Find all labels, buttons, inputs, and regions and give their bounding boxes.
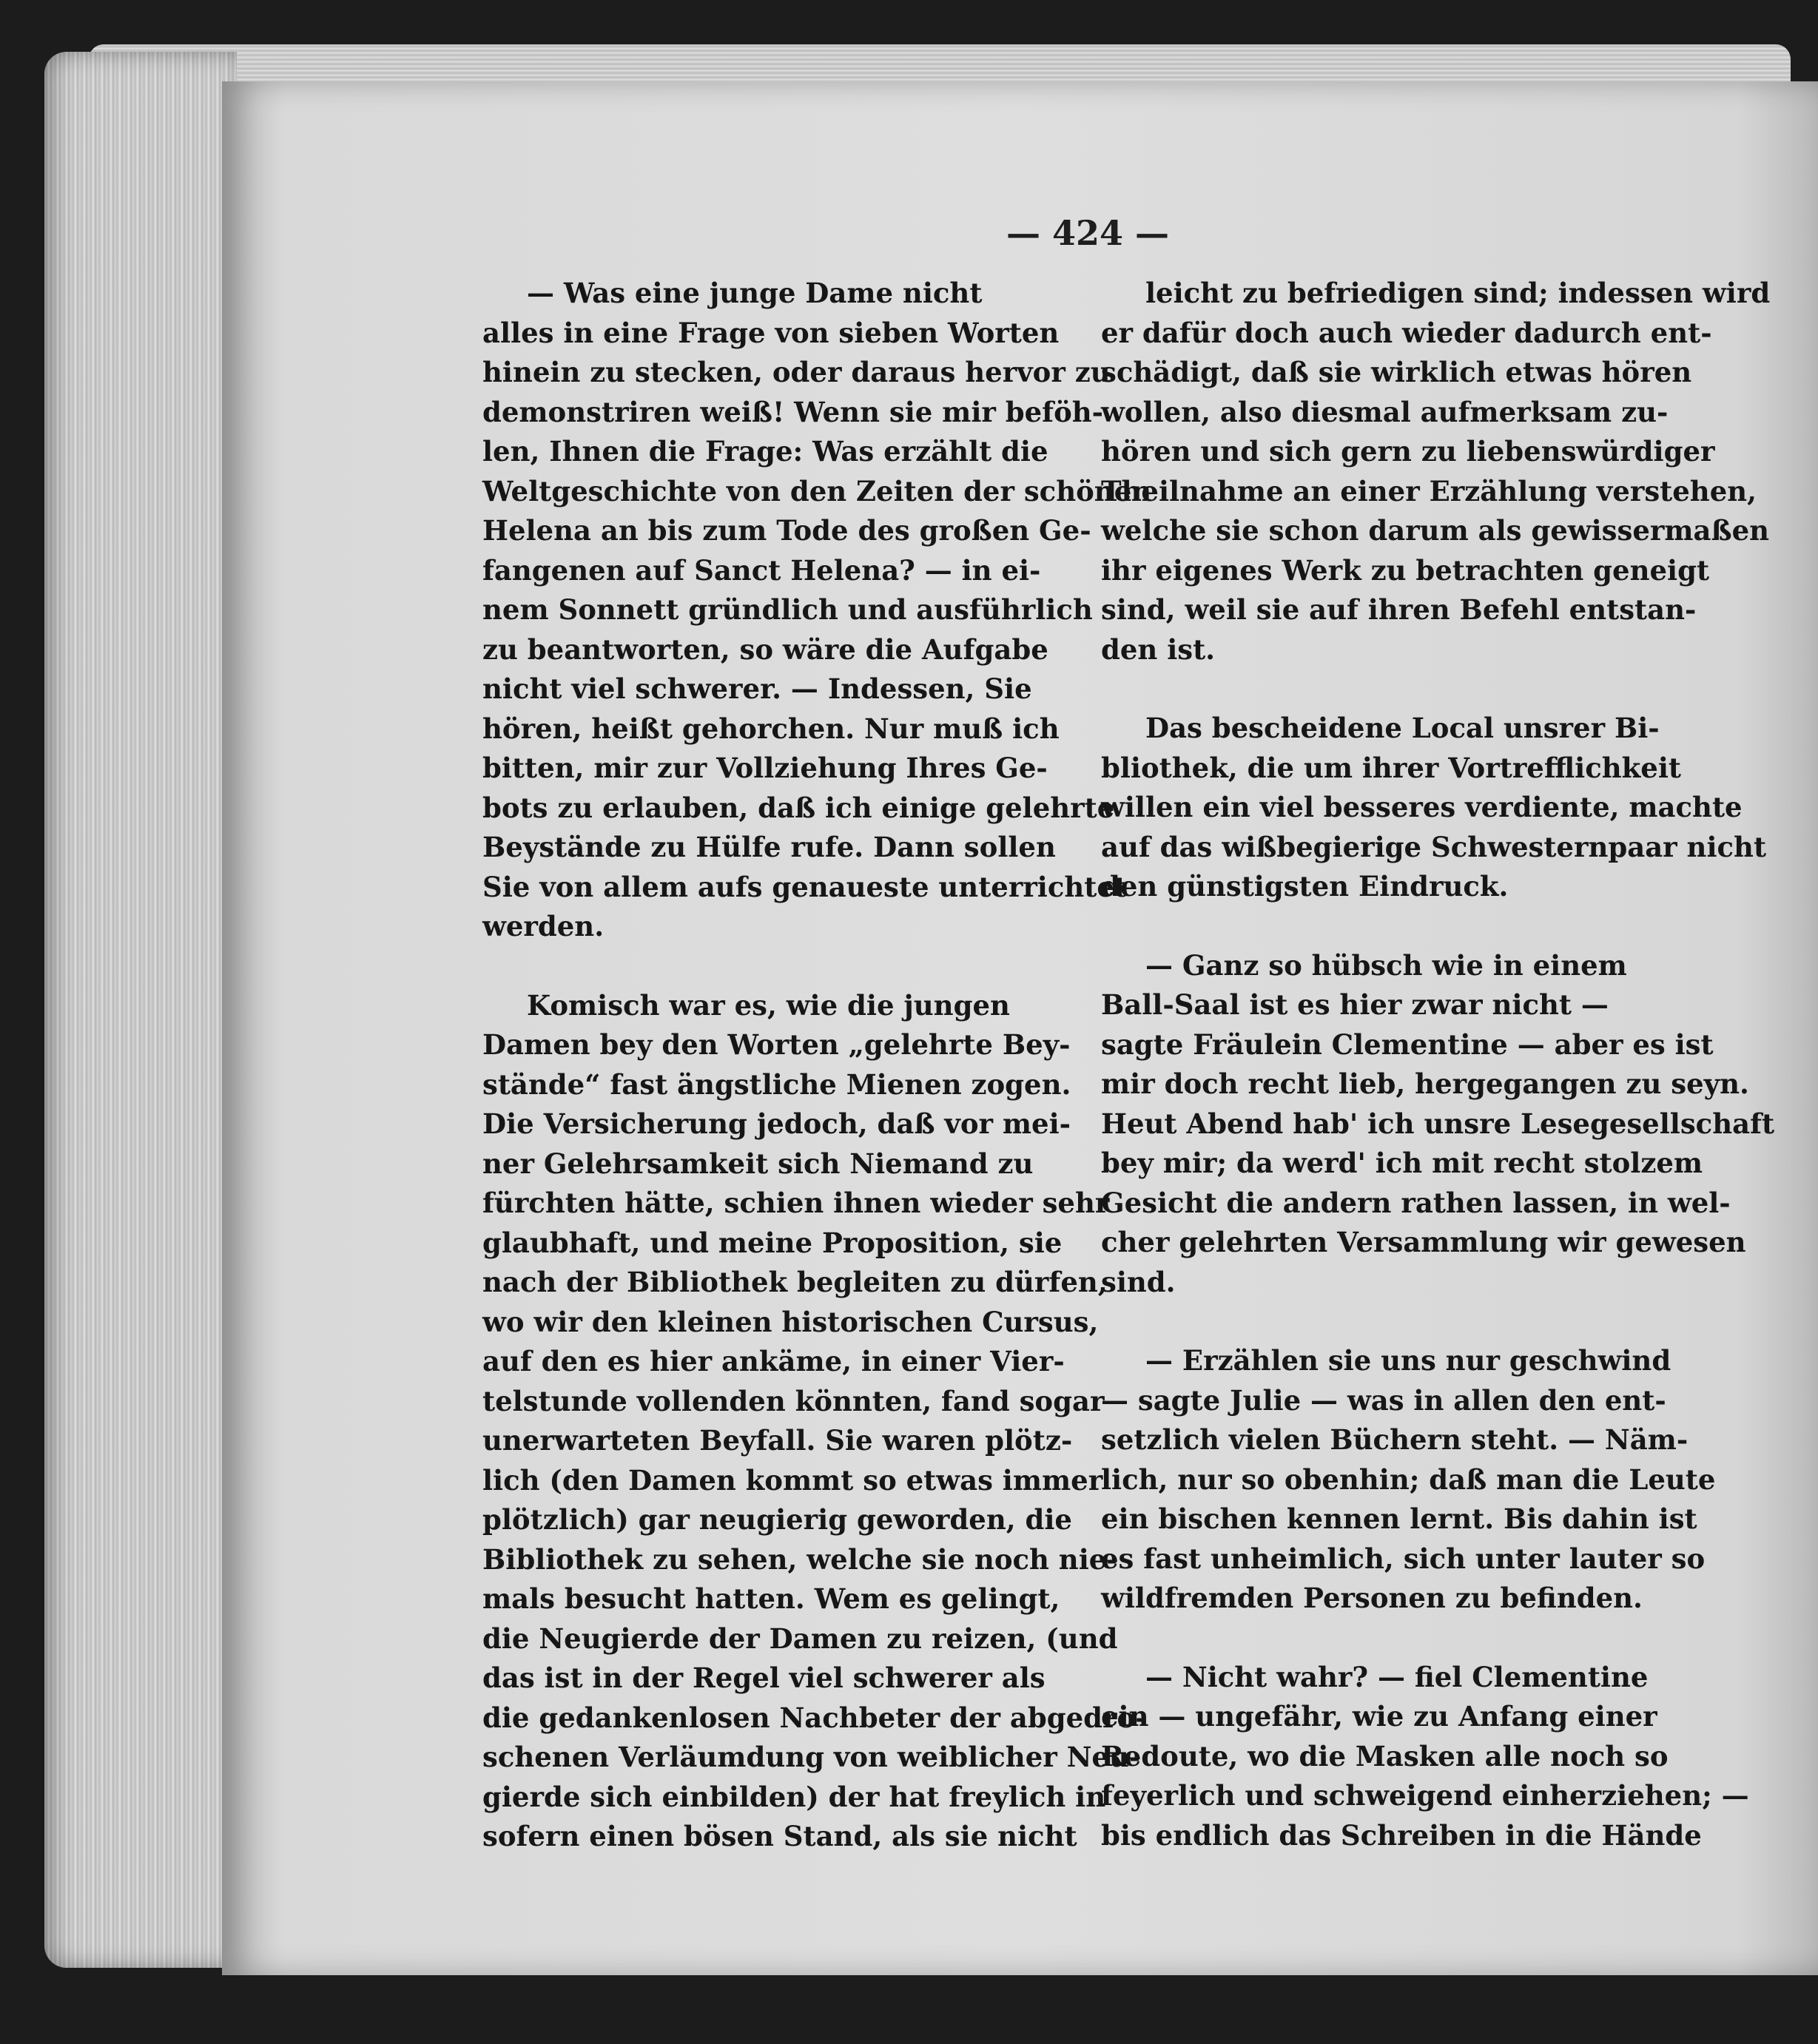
- text-paragraph: [1101, 1341, 1716, 1619]
- text-line: es fast unheimlich, sich unter lauter so: [1101, 1542, 1706, 1575]
- text-line: ihr eigenes Werk zu betrachten geneigt: [1101, 553, 1710, 587]
- text-paragraph: [1101, 1658, 1749, 1856]
- text-line: gierde sich einbilden) der hat freylich in: [482, 1780, 1106, 1813]
- text-line: Redoute, wo die Masken alle noch so: [1101, 1739, 1669, 1773]
- text-line: nach der Bibliothek begleiten zu dürfen,: [482, 1266, 1108, 1298]
- text-line: fürchten hätte, schien ihnen wieder sehr: [482, 1187, 1110, 1219]
- text-line: — Ganz so hübsch wie in einem: [1145, 948, 1627, 982]
- text-line: hören und sich gern zu liebenswürdiger: [1101, 435, 1715, 468]
- text-paragraph: [1101, 709, 1767, 907]
- text-line: willen ein viel besseres verdiente, machte: [1101, 791, 1743, 823]
- text-line: Bibliothek zu sehen, welche sie noch nie-: [482, 1542, 1118, 1576]
- text-line: werden.: [482, 910, 605, 942]
- book-page-edges: [44, 52, 237, 1968]
- text-line: er dafür doch auch wieder dadurch ent-: [1101, 316, 1712, 349]
- text-line: zu beantworten, so wäre die Aufgabe: [482, 633, 1048, 666]
- text-line: wildfremden Personen zu befinden.: [1101, 1582, 1643, 1614]
- text-line: feyerlich und schweigend einherziehen; —: [1101, 1779, 1749, 1812]
- text-line: sind.: [1101, 1265, 1176, 1298]
- text-line: — Nicht wahr? — fiel Clementine: [1145, 1660, 1649, 1693]
- text-line: bitten, mir zur Vollziehung Ihres Ge-: [482, 752, 1048, 784]
- text-line: Das bescheidene Local unsrer Bi-: [1145, 712, 1660, 744]
- text-line: len, Ihnen die Frage: Was erzählt die: [482, 435, 1048, 468]
- text-line: Gesicht die andern rathen lassen, in wel-: [1101, 1186, 1731, 1219]
- text-line: bey mir; da werd' ich mit recht stolzem: [1101, 1147, 1703, 1179]
- paragraph-gap: [1101, 1619, 1686, 1658]
- text-line: plötzlich) gar neugierig geworden, die: [482, 1503, 1072, 1536]
- text-line: demonstriren weiß! Wenn sie mir beföh-: [482, 395, 1104, 428]
- text-line: stände“ fast ängstliche Mienen zogen.: [482, 1067, 1071, 1101]
- text-line: den ist.: [1101, 633, 1216, 666]
- text-line: lich (den Damen kommt so etwas immer: [482, 1463, 1103, 1497]
- text-line: lich, nur so obenhin; daß man die Leute: [1101, 1463, 1716, 1496]
- text-line: Sie von allem aufs genaueste unterrichtet: [482, 870, 1128, 903]
- text-paragraph: [1101, 946, 1775, 1303]
- text-line: nicht viel schwerer. — Indessen, Sie: [482, 672, 1032, 705]
- text-line: Beystände zu Hülfe rufe. Dann sollen: [482, 831, 1056, 863]
- text-line: telstunde vollenden könnten, fand sogar: [482, 1384, 1105, 1417]
- text-paragraph: [1101, 274, 1771, 669]
- text-line: sagte Fräulein Clementine — aber es ist: [1101, 1028, 1714, 1061]
- text-line: nem Sonnett gründlich und ausführlich: [482, 593, 1093, 626]
- text-line: die Neugierde der Damen zu reizen, (und: [482, 1622, 1118, 1655]
- right-text-column: [1101, 274, 1775, 1855]
- text-line: die gedankenlosen Nachbeter der abgedro-: [482, 1701, 1147, 1734]
- text-line: wollen, also diesmal aufmerksam zu-: [1101, 395, 1669, 428]
- text-line: Helena an bis zum Tode des großen Ge-: [482, 514, 1091, 547]
- text-line: bots zu erlauben, daß ich einige gelehrte: [482, 791, 1115, 824]
- text-line: wo wir den kleinen historischen Cursus,: [482, 1305, 1099, 1338]
- text-line: mals besucht hatten. Wem es gelingt,: [482, 1582, 1060, 1615]
- text-line: Weltgeschichte von den Zeiten der schönen: [482, 474, 1152, 507]
- text-line: bis endlich das Schreiben in die Hände: [1101, 1818, 1702, 1852]
- text-line: unerwarteten Beyfall. Sie waren plötz-: [482, 1424, 1073, 1457]
- text-line: ein bischen kennen lernt. Bis dahin ist: [1101, 1502, 1697, 1535]
- text-line: ein — ungefähr, wie zu Anfang einer: [1101, 1700, 1657, 1733]
- text-line: schädigt, daß sie wirklich etwas hören: [1101, 356, 1692, 388]
- text-line: cher gelehrten Versammlung wir gewesen: [1101, 1226, 1746, 1258]
- text-line: — Erzählen sie uns nur geschwind: [1145, 1344, 1671, 1377]
- text-line: Komisch war es, wie die jungen: [527, 988, 1010, 1022]
- text-line: welche sie schon darum als gewissermaßen: [1101, 514, 1770, 547]
- text-line: ner Gelehrsamkeit sich Niemand zu: [482, 1147, 1034, 1180]
- text-line: fangenen auf Sanct Helena? — in ei-: [482, 553, 1041, 587]
- text-line: schenen Verläumdung von weiblicher Neu-: [482, 1741, 1141, 1773]
- text-line: glaubhaft, und meine Proposition, sie: [482, 1226, 1063, 1259]
- text-line: sofern einen bösen Stand, als sie nicht: [482, 1820, 1077, 1852]
- text-line: alles in eine Frage von sieben Worten: [482, 316, 1060, 349]
- text-line: den günstigsten Eindruck.: [1101, 870, 1509, 903]
- text-line: — Was eine junge Dame nicht: [527, 277, 983, 309]
- paragraph-gap: [482, 947, 1071, 986]
- text-line: sind, weil sie auf ihren Befehl entstan-: [1101, 593, 1697, 626]
- text-line: hinein zu stecken, oder daraus hervor zu: [482, 356, 1111, 388]
- text-line: mir doch recht lieb, hergegangen zu seyn.: [1101, 1067, 1749, 1100]
- text-line: das ist in der Regel viel schwerer als: [482, 1662, 1046, 1694]
- text-paragraph: [482, 274, 1152, 947]
- text-line: setzlich vielen Büchern steht. — Näm-: [1101, 1423, 1689, 1456]
- paragraph-gap: [1101, 907, 1686, 946]
- text-line: Ball-Saal ist es hier zwar nicht —: [1101, 988, 1609, 1021]
- text-line: Die Versicherung jedoch, daß vor mei-: [482, 1107, 1071, 1140]
- paragraph-gap: [1101, 1302, 1686, 1341]
- text-line: auf den es hier ankäme, in einer Vier-: [482, 1345, 1065, 1377]
- text-line: Heut Abend hab' ich unsre Lesegesellschaft: [1101, 1107, 1775, 1140]
- paragraph-gap: [1101, 669, 1686, 709]
- text-line: hören, heißt gehorchen. Nur muß ich: [482, 712, 1060, 745]
- text-line: bliothek, die um ihrer Vortrefflichkeit: [1101, 751, 1681, 784]
- text-line: auf das wißbegierige Schwesternpaar nicht: [1101, 830, 1767, 863]
- page-number: — 424 —: [1006, 213, 1170, 253]
- text-line: — sagte Julie — was in allen den ent-: [1101, 1383, 1666, 1417]
- text-line: leicht zu befriedigen sind; indessen wird: [1145, 277, 1771, 309]
- text-line: Theilnahme an einer Erzählung verstehen,: [1101, 474, 1757, 507]
- text-line: Damen bey den Worten „gelehrte Bey-: [482, 1028, 1071, 1061]
